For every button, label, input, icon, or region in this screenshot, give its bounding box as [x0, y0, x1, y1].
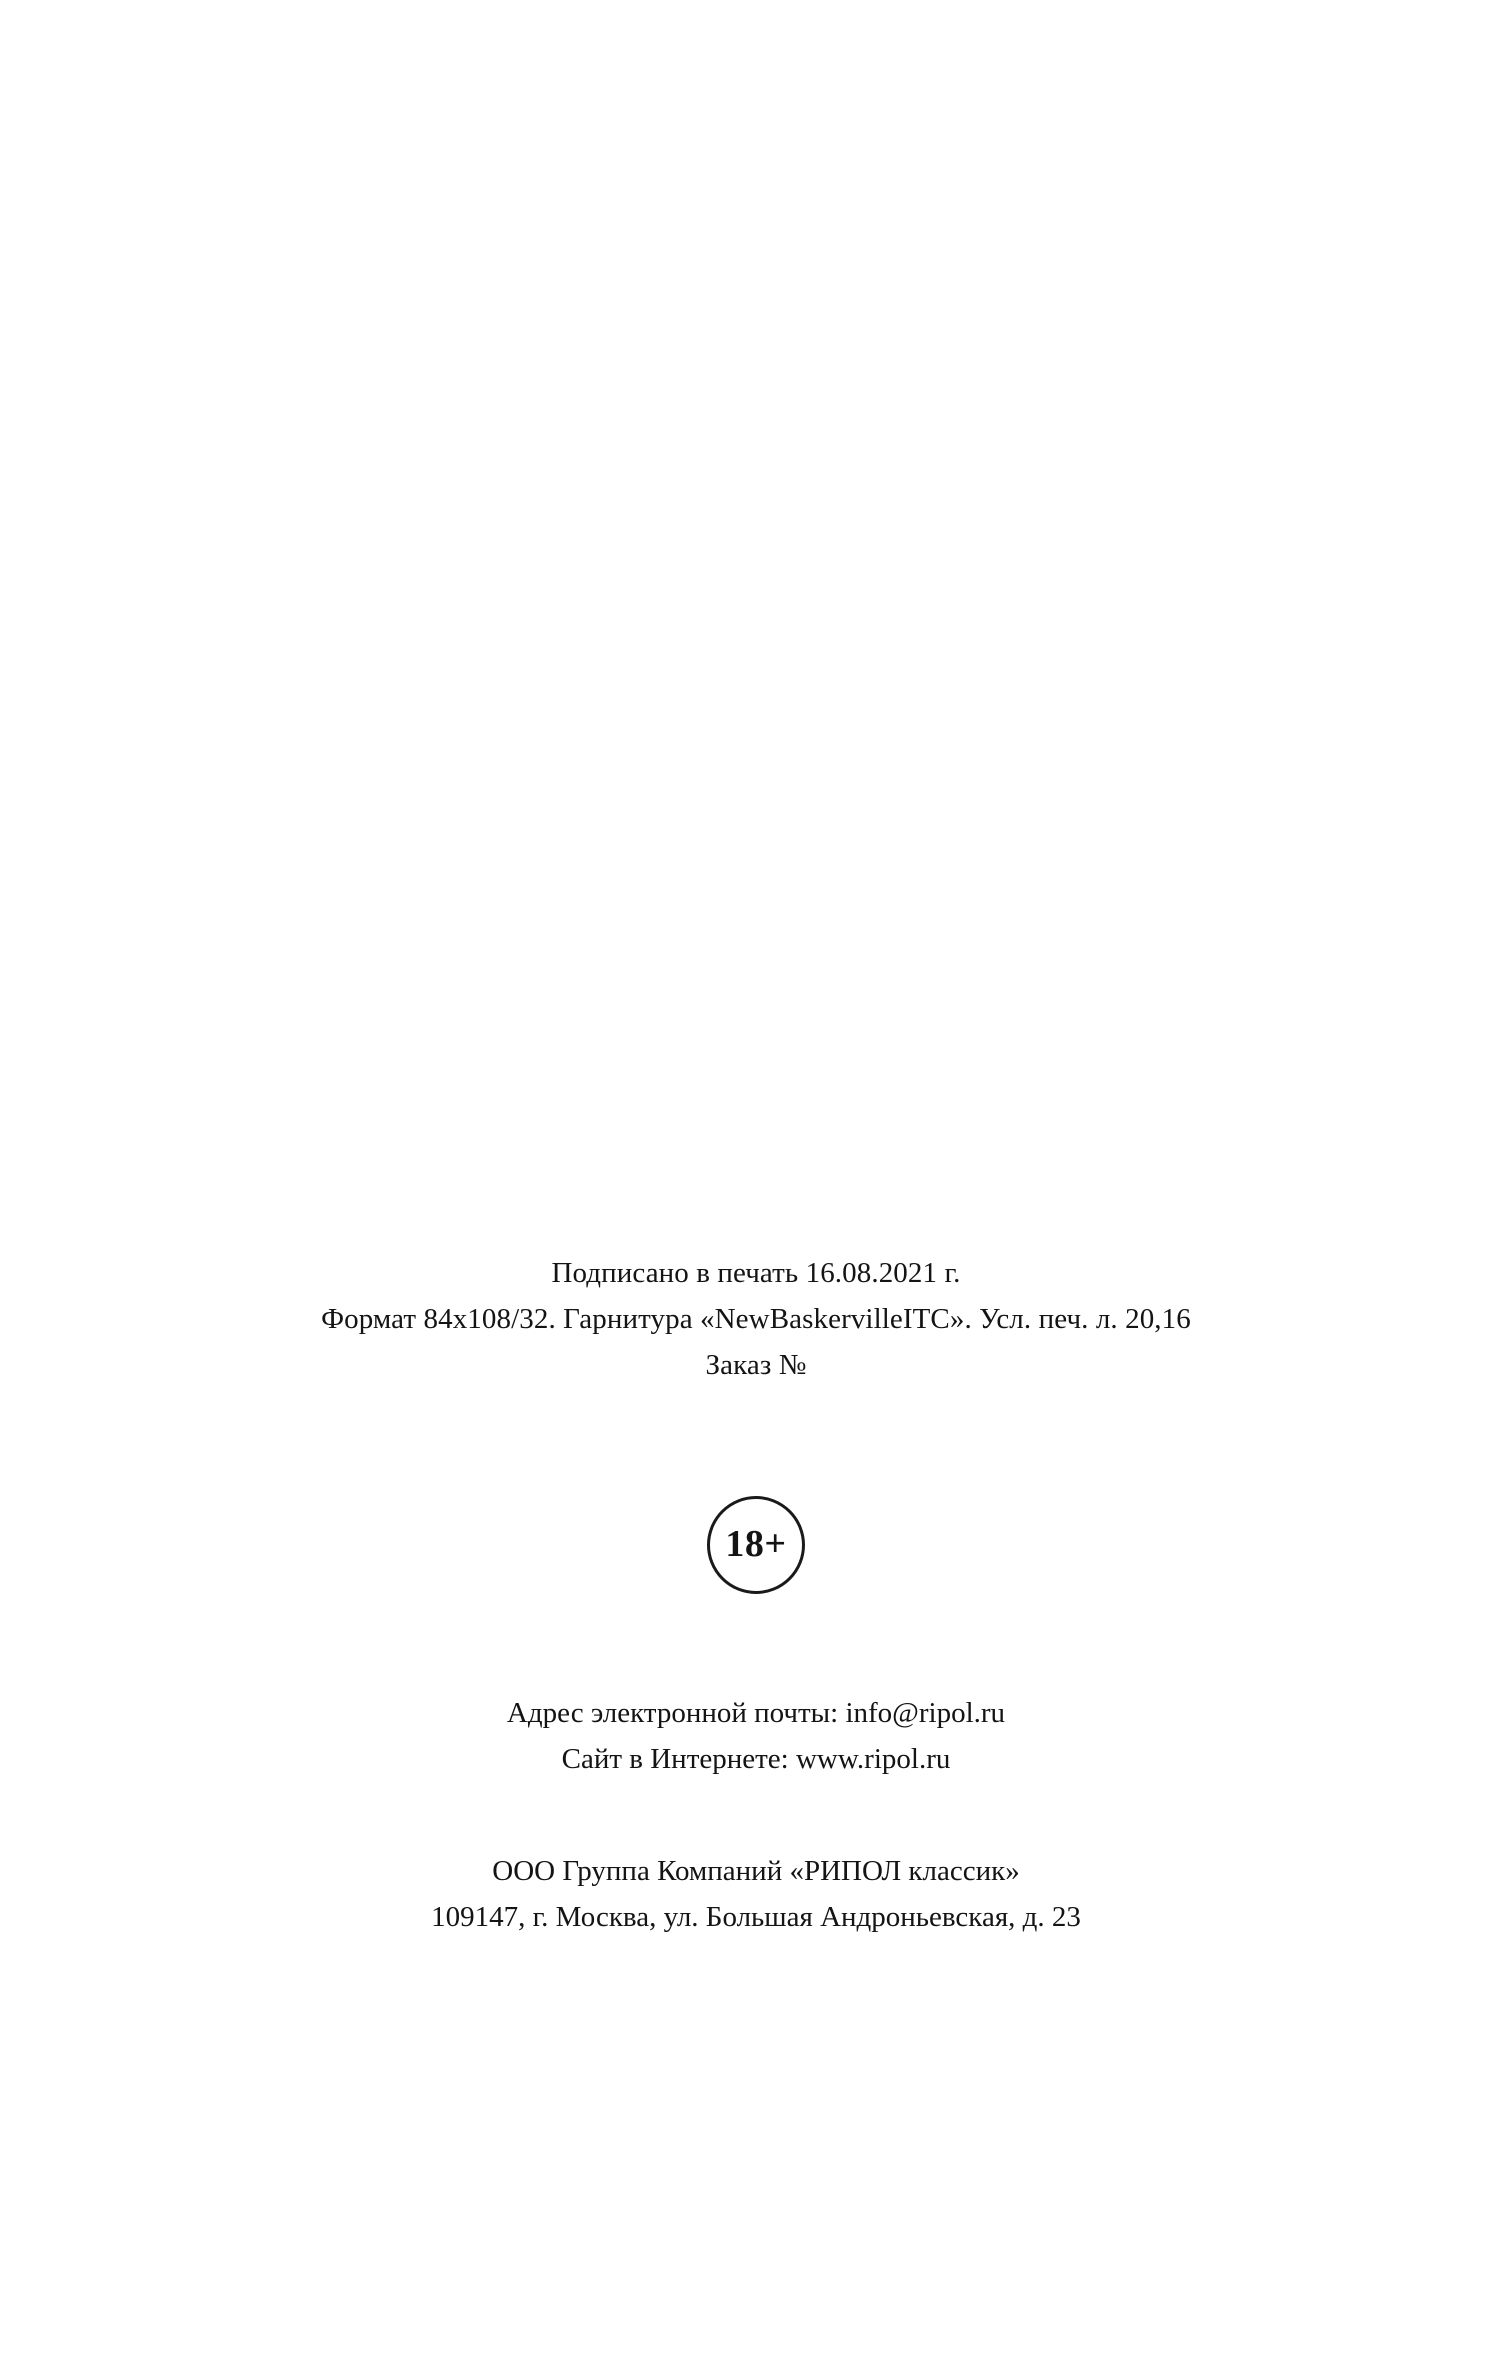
age-rating-label: 18+ — [725, 1523, 787, 1565]
imprint-details — [0, 1250, 1512, 1388]
contact-email-line: Адрес электронной почты: info@ripol.ru — [506, 1697, 1006, 1729]
contact-website-line: Сайт в Интернете: www.ripol.ru — [561, 1743, 951, 1775]
publisher-address: 109147, г. Москва, ул. Большая Андроньевская, д. 23 — [431, 1901, 1081, 1933]
publisher-name: ООО Группа Компаний «РИПОЛ классик» — [492, 1855, 1020, 1887]
contact-details — [0, 1690, 1512, 1782]
colophon-section — [0, 1250, 1512, 1940]
age-rating-badge-wrapper — [0, 1496, 1512, 1594]
imprint-signed-to-print: Подписано в печать 16.08.2021 г. — [551, 1257, 961, 1289]
imprint-format-typeface: Формат 84x108/32. Гарнитура «NewBaskervilleITC». Усл. печ. л. 20,16 — [321, 1303, 1191, 1335]
age-rating-circle-icon — [707, 1496, 805, 1594]
imprint-order-number: Заказ № — [705, 1349, 807, 1381]
publisher-details — [0, 1848, 1512, 1940]
